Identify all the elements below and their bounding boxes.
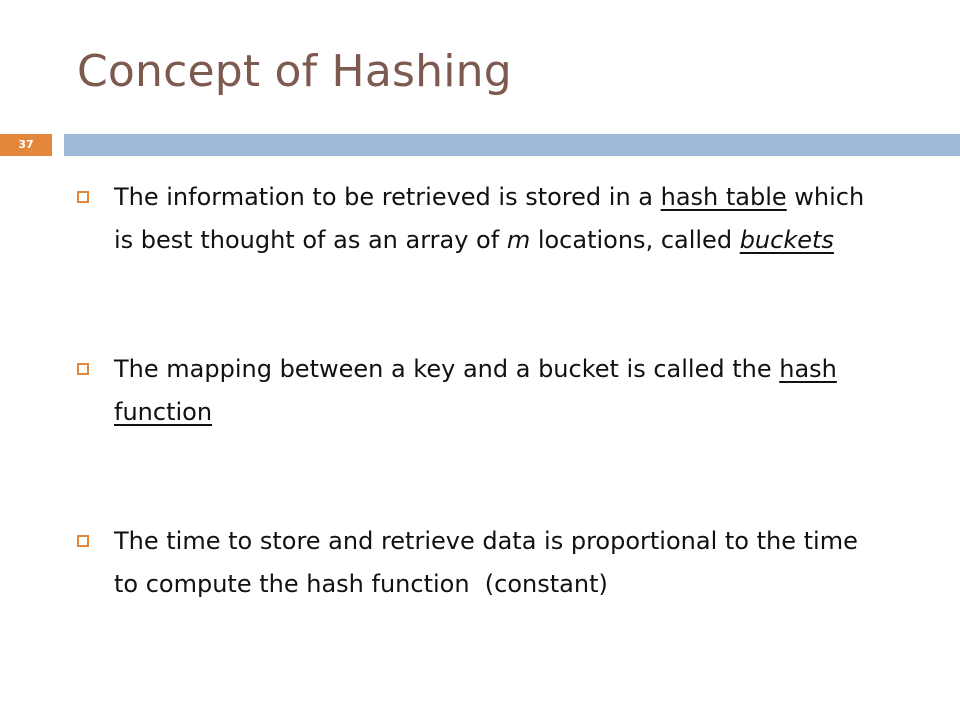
slide-number: 37 xyxy=(18,138,34,151)
bullet-1-text: The information to be retrieved is stored in a xyxy=(114,183,661,211)
variable-m: m xyxy=(506,226,531,254)
bullet-1-text-cont-2: locations, called xyxy=(530,226,740,254)
term-buckets: buckets xyxy=(739,226,834,254)
bullet-item-2 xyxy=(77,348,877,434)
term-hash-table: hash table xyxy=(660,183,787,211)
hollow-square-icon xyxy=(77,191,89,203)
bullet-list xyxy=(77,176,877,606)
bullet-3-text: The time to store and retrieve data is proportional to the time to compute the hash function (constant) xyxy=(114,527,866,598)
hollow-square-icon xyxy=(77,363,89,375)
header-divider-bar xyxy=(64,134,960,156)
hollow-square-icon xyxy=(77,535,89,547)
bullet-1-text-cont: which is best thought of as an array of xyxy=(114,183,865,254)
slide-number-badge xyxy=(0,134,52,156)
bullet-item-1 xyxy=(77,176,877,262)
bullet-2-text: The mapping between a key and a bucket is called the xyxy=(114,355,780,383)
bullet-item-3 xyxy=(77,520,877,606)
term-hash-function: hash function xyxy=(114,355,837,426)
slide-title: Concept of Hashing xyxy=(77,46,512,97)
